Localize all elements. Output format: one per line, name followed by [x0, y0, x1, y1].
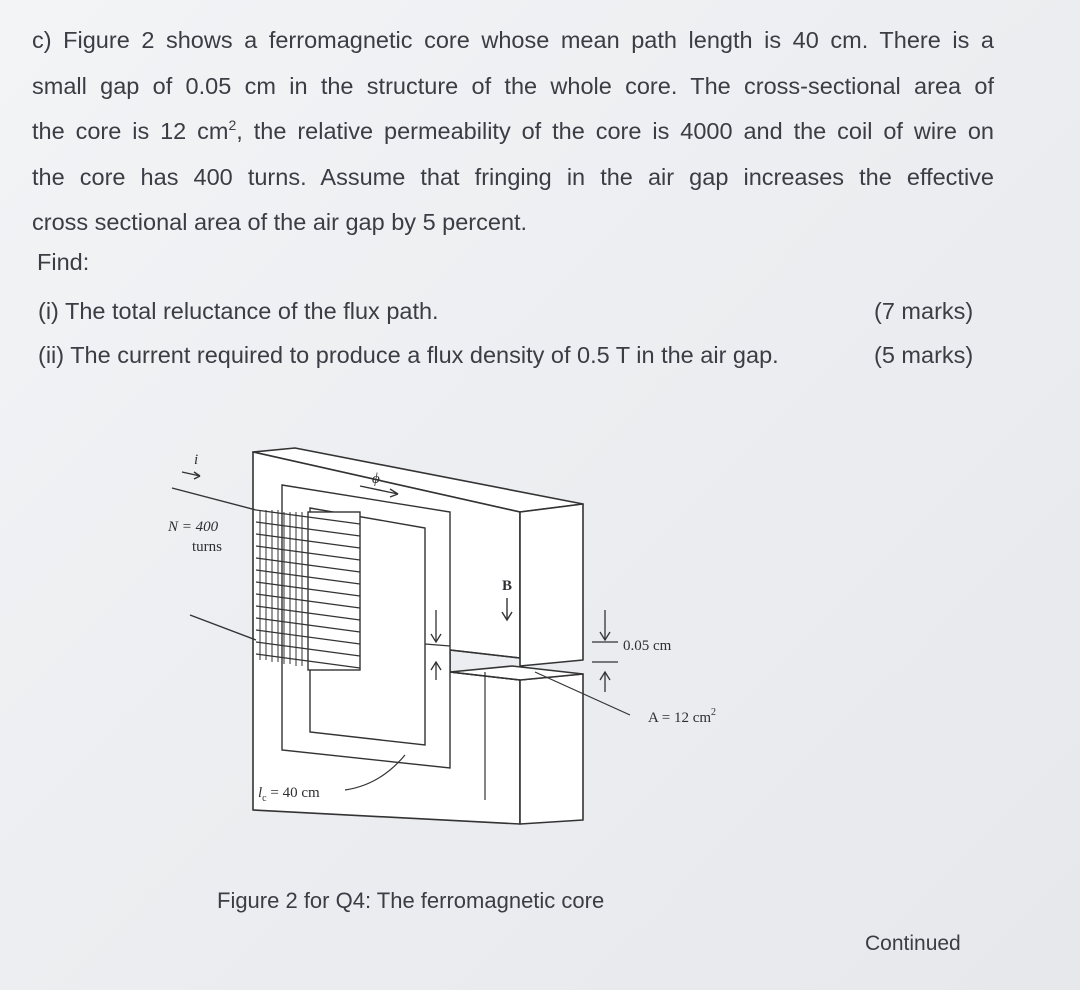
- gap-dimension-marker-right: [592, 610, 618, 692]
- ferromagnetic-core-figure: [160, 440, 760, 840]
- question-paragraph: [32, 18, 1022, 246]
- path-length-label: $l_c = 40$ cm: [258, 785, 320, 804]
- question-line-5: cross sectional area of the air gap by 5 percent.: [32, 209, 528, 235]
- part-i-marks: (7 marks): [874, 298, 974, 324]
- part-i-text: (i) The total reluctance of the flux path.: [38, 298, 439, 324]
- figure-caption: Figure 2 for Q4: The ferromagnetic core: [217, 888, 605, 913]
- turns-label-2: turns: [192, 539, 222, 555]
- core-right-face-upper: [520, 504, 583, 666]
- core-right-face-lower: [520, 674, 583, 824]
- question-line-3: [32, 109, 994, 155]
- gap-label: 0.05 cm: [623, 638, 672, 654]
- flux-label: ϕ: [372, 471, 380, 487]
- find-label: Find:: [37, 249, 90, 275]
- wire-lead-bottom: [190, 615, 256, 640]
- part-ii-marks: (5 marks): [874, 342, 974, 368]
- turns-label-1: N = 400: [168, 519, 219, 535]
- question-line-3-a: the core is 12 cm: [32, 118, 229, 144]
- question-line-3-sup: 2: [228, 117, 237, 134]
- question-line-2: small gap of 0.05 cm in the structure of the whole core. The cross-sectional area of: [32, 72, 994, 99]
- current-label: i: [194, 452, 199, 468]
- question-line-4: the core has 400 turns. Assume that fringing in the air gap increases the effective: [32, 163, 994, 190]
- wire-lead-top: [172, 488, 256, 510]
- question-line-1: c) Figure 2 shows a ferromagnetic core whose mean path length is 40 cm. There is a: [32, 27, 994, 53]
- part-ii-text: (ii) The current required to produce a flux density of 0.5 T in the air gap.: [38, 342, 779, 368]
- question-line-3-b: , the relative permeability of the core is 4000 and the coil of wire on: [236, 118, 994, 144]
- coil-winding: [256, 510, 360, 670]
- field-label: B: [502, 578, 513, 594]
- continued-label: Continued: [865, 932, 961, 955]
- area-label: A = 12 $cm^2$: [648, 707, 717, 726]
